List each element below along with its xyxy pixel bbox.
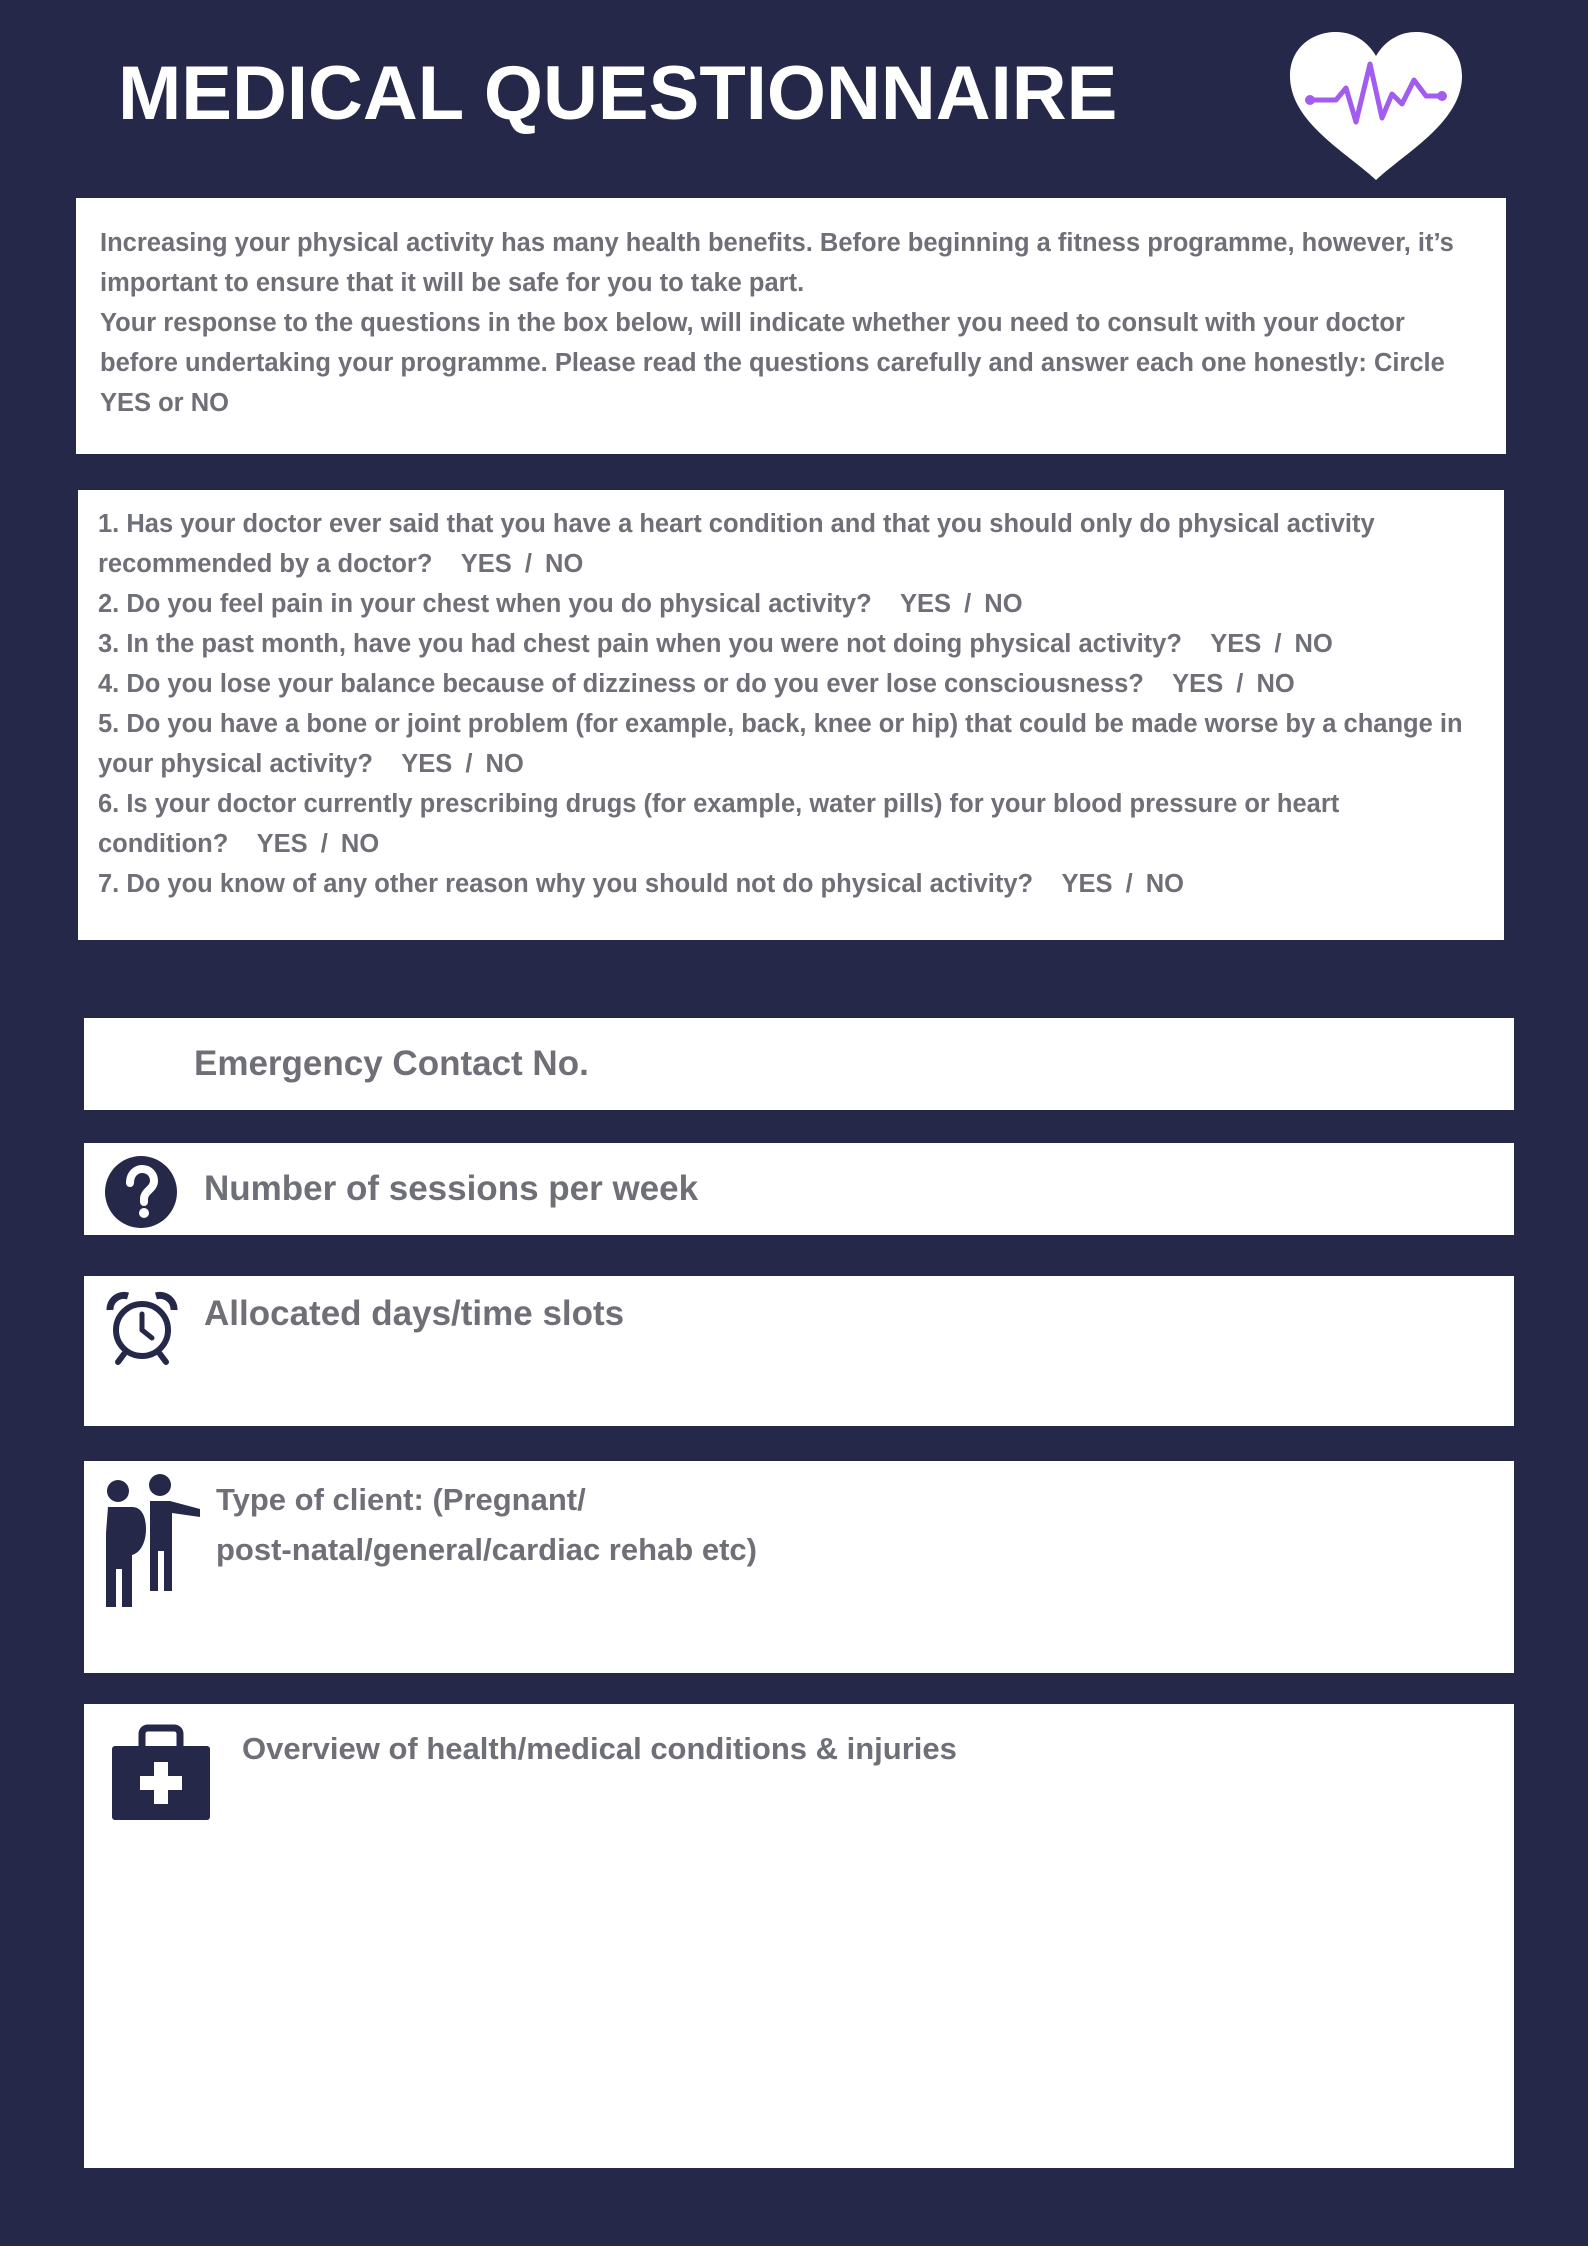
- question-item: [98, 864, 1482, 904]
- question-item: [98, 584, 1482, 624]
- yes-no-choice[interactable]: YES / NO: [460, 550, 584, 578]
- client-type-label-line1: Type of client: (Pregnant/: [216, 1482, 586, 1517]
- sessions-per-week-field[interactable]: [84, 1143, 1514, 1235]
- allocated-slots-field[interactable]: [84, 1276, 1514, 1426]
- question-text: 6. Is your doctor currently prescribing drugs (for example, water pills) for your blood pressure or heart condition?: [98, 790, 1340, 858]
- question-text: 7. Do you know of any other reason why you should not do physical activity?: [98, 870, 1034, 898]
- questions-box: [78, 490, 1504, 940]
- heartbeat-icon: [1286, 30, 1466, 185]
- yes-no-choice[interactable]: YES / NO: [256, 830, 380, 858]
- question-item: [98, 784, 1482, 864]
- allocated-slots-label: Allocated days/time slots: [204, 1294, 625, 1333]
- health-overview-label: Overview of health/medical conditions & injuries: [242, 1731, 957, 1766]
- question-item: [98, 504, 1482, 584]
- question-text: 1. Has your doctor ever said that you have a heart condition and that you should only do physical activity recommended by a doctor?: [98, 510, 1375, 578]
- yes-no-choice[interactable]: YES / NO: [900, 590, 1023, 618]
- question-text: 4. Do you lose your balance because of dizziness or do you ever lose consciousness?: [98, 670, 1144, 698]
- client-type-field[interactable]: [84, 1461, 1514, 1673]
- question-item: [98, 664, 1482, 704]
- emergency-contact-label: Emergency Contact No.: [194, 1044, 589, 1083]
- first-aid-kit-icon: [110, 1724, 212, 1822]
- intro-paragraph: Your response to the questions in the box below, will indicate whether you need to consult with your doctor before undertaking your programme. Please read the questions carefully and answer each one honestly: Circle YES or NO: [100, 309, 1445, 417]
- client-type-label-line2: post-natal/general/cardiac rehab etc): [216, 1532, 757, 1567]
- page-title: MEDICAL QUESTIONNAIRE: [118, 51, 1118, 136]
- question-text: 2. Do you feel pain in your chest when you do physical activity?: [98, 590, 872, 618]
- yes-no-choice[interactable]: YES / NO: [1210, 630, 1333, 658]
- question-text: 3. In the past month, have you had chest pain when you were not doing physical activity?: [98, 630, 1182, 658]
- pregnant-client-icon: [102, 1473, 206, 1609]
- question-text: 5. Do you have a bone or joint problem (for example, back, knee or hip) that could be made worse by a change in your physical activity?: [98, 710, 1463, 778]
- yes-no-choice[interactable]: YES / NO: [401, 750, 524, 778]
- intro-paragraph: Increasing your physical activity has many health benefits. Before beginning a fitness programme, however, it’s important to ensure that it will be safe for you to take part.: [100, 229, 1454, 297]
- intro-box: [76, 198, 1506, 454]
- yes-no-choice[interactable]: YES / NO: [1172, 670, 1295, 698]
- yes-no-choice[interactable]: YES / NO: [1061, 870, 1185, 898]
- question-item: [98, 704, 1482, 784]
- emergency-contact-field[interactable]: [84, 1018, 1514, 1110]
- question-mark-icon: [104, 1155, 178, 1229]
- question-item: [98, 624, 1482, 664]
- sessions-per-week-label: Number of sessions per week: [204, 1169, 699, 1208]
- alarm-clock-icon: [104, 1290, 180, 1366]
- health-overview-field[interactable]: [84, 1704, 1514, 2168]
